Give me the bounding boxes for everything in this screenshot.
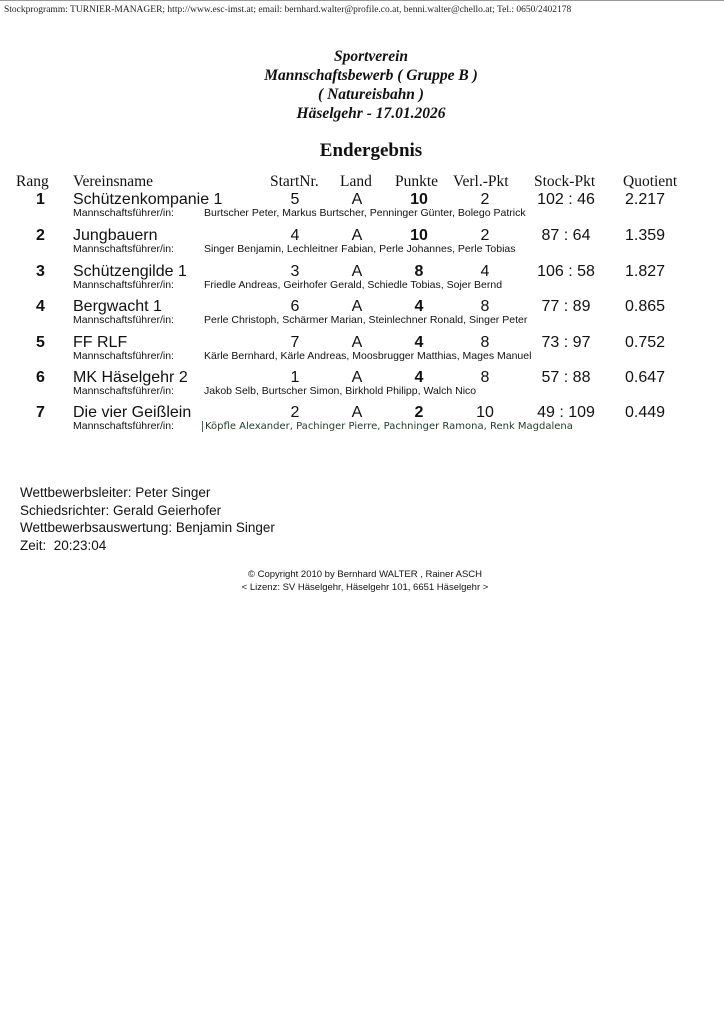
start-number: 7: [290, 334, 300, 351]
footer: [0, 568, 724, 594]
col-verl-pkt: Verl.-Pkt: [453, 173, 509, 190]
points: 4: [414, 298, 424, 315]
lost-points: 8: [480, 334, 490, 351]
captain-label: Mannschaftsführer/in:: [73, 243, 174, 255]
team-players: Burtscher Peter, Markus Burtscher, Penninger Günter, Bolego Patrick: [204, 207, 526, 219]
stock-points: 102 : 46: [537, 191, 595, 208]
col-punkte: Punkte: [395, 173, 439, 190]
captain-label: Mannschaftsführer/in:: [73, 207, 174, 219]
title-venue: ( Natureisbahn ): [318, 86, 424, 103]
team-name: FF RLF: [73, 334, 128, 351]
team-players: Jakob Selb, Burtscher Simon, Birkhold Philipp, Walch Nico: [204, 385, 477, 397]
start-number: 6: [290, 298, 300, 315]
table-row: [0, 369, 724, 405]
country: A: [351, 191, 363, 208]
col-quotient: Quotient: [623, 173, 678, 190]
rank: 6: [36, 369, 45, 386]
country: A: [351, 334, 363, 351]
team-players: Köpfle Alexander, Pachinger Pierre, Pachninger Ramona, Renk Magdalena: [202, 421, 573, 432]
quotient: 1.827: [625, 263, 666, 280]
col-vereinsname: Vereinsname: [73, 173, 154, 190]
quotient: 2.217: [625, 191, 666, 208]
col-rang: Rang: [16, 173, 49, 190]
rank: 5: [36, 334, 45, 351]
license: < Lizenz: SV Häselgehr, Häselgehr 101, 6651 Häselgehr >: [241, 582, 489, 593]
team-players: Singer Benjamin, Lechleitner Fabian, Perle Johannes, Perle Tobias: [204, 243, 516, 255]
time: Zeit: 20:23:04: [20, 537, 107, 553]
points: 4: [414, 369, 424, 386]
start-number: 5: [290, 191, 300, 208]
competition-leader: Wettbewerbsleiter: Peter Singer: [20, 485, 211, 500]
points: 10: [410, 191, 428, 208]
lost-points: 10: [476, 404, 494, 421]
stock-points: 57 : 88: [541, 369, 591, 386]
col-startnr: StartNr.: [270, 173, 319, 190]
points: 4: [414, 334, 424, 351]
title-club: Sportverein: [333, 48, 409, 65]
start-number: 4: [290, 227, 300, 244]
rank: 4: [36, 298, 45, 315]
points: 2: [414, 404, 424, 421]
officials-block: [20, 484, 275, 554]
team-name: Schützenkompanie 1: [73, 191, 223, 208]
rank: 2: [36, 227, 45, 244]
captain-label: Mannschaftsführer/in:: [73, 279, 174, 291]
team-name: Die vier Geißlein: [73, 404, 192, 421]
team-players: Kärle Bernhard, Kärle Andreas, Moosbrugger Matthias, Mages Manuel: [204, 350, 532, 362]
table-row: [0, 404, 724, 440]
stock-points: 106 : 58: [537, 263, 595, 280]
lost-points: 8: [480, 369, 490, 386]
lost-points: 2: [480, 227, 490, 244]
rank: 3: [36, 263, 45, 280]
points: 8: [414, 263, 424, 280]
captain-label: Mannschaftsführer/in:: [73, 420, 174, 432]
col-land: Land: [340, 173, 372, 190]
title-competition: Mannschaftsbewerb ( Gruppe B ): [264, 67, 478, 84]
team-name: Schützengilde 1: [73, 263, 187, 280]
document-titles: [0, 47, 724, 123]
start-number: 2: [290, 404, 300, 421]
quotient: 0.752: [625, 334, 666, 351]
stock-points: 73 : 97: [541, 334, 591, 351]
stock-points: 77 : 89: [541, 298, 591, 315]
table-row: [0, 263, 724, 299]
stock-points: 49 : 109: [537, 404, 595, 421]
points: 10: [410, 227, 428, 244]
quotient: 0.449: [625, 404, 666, 421]
table-row: [0, 191, 724, 227]
team-name: MK Häselgehr 2: [73, 369, 188, 386]
quotient: 0.647: [625, 369, 666, 386]
team-players: Friedle Andreas, Geirhofer Gerald, Schiedle Tobias, Sojer Bernd: [204, 279, 503, 291]
team-name: Jungbauern: [73, 227, 158, 244]
rank: 7: [36, 404, 45, 421]
start-number: 1: [290, 369, 300, 386]
program-info: Stockprogramm: TURNIER-MANAGER; http://www.esc-imst.at; email: bernhard.walter@profile.co.at, benni.walter@chello.at; Tel.: 0650/2402178: [4, 5, 572, 15]
lost-points: 8: [480, 298, 490, 315]
table-row: [0, 334, 724, 370]
stock-points: 87 : 64: [541, 227, 591, 244]
quotient: 0.865: [625, 298, 666, 315]
captain-label: Mannschaftsführer/in:: [73, 385, 174, 397]
referee: Schiedsrichter: Gerald Geierhofer: [20, 502, 222, 518]
quotient: 1.359: [625, 227, 666, 244]
table-row: [0, 227, 724, 263]
country: A: [351, 263, 363, 280]
team-players: Perle Christoph, Schärmer Marian, Steinlechner Ronald, Singer Peter: [204, 314, 528, 326]
lost-points: 4: [480, 263, 490, 280]
captain-label: Mannschaftsführer/in:: [73, 350, 174, 362]
top-rule: [0, 0, 724, 1]
copyright: © Copyright 2010 by Bernhard WALTER , Rainer ASCH: [247, 569, 483, 580]
start-number: 3: [290, 263, 300, 280]
lost-points: 2: [480, 191, 490, 208]
country: A: [351, 227, 363, 244]
section-title: Endergebnis: [319, 140, 423, 161]
team-name: Bergwacht 1: [73, 298, 162, 315]
country: A: [351, 369, 363, 386]
evaluation: Wettbewerbsauswertung: Benjamin Singer: [20, 520, 275, 535]
rank: 1: [36, 191, 45, 208]
captain-label: Mannschaftsführer/in:: [73, 314, 174, 326]
country: A: [351, 298, 363, 315]
col-stock-pkt: Stock-Pkt: [534, 173, 596, 190]
country: A: [351, 404, 363, 421]
table-row: [0, 298, 724, 334]
title-place-date: Häselgehr - 17.01.2026: [296, 105, 446, 122]
